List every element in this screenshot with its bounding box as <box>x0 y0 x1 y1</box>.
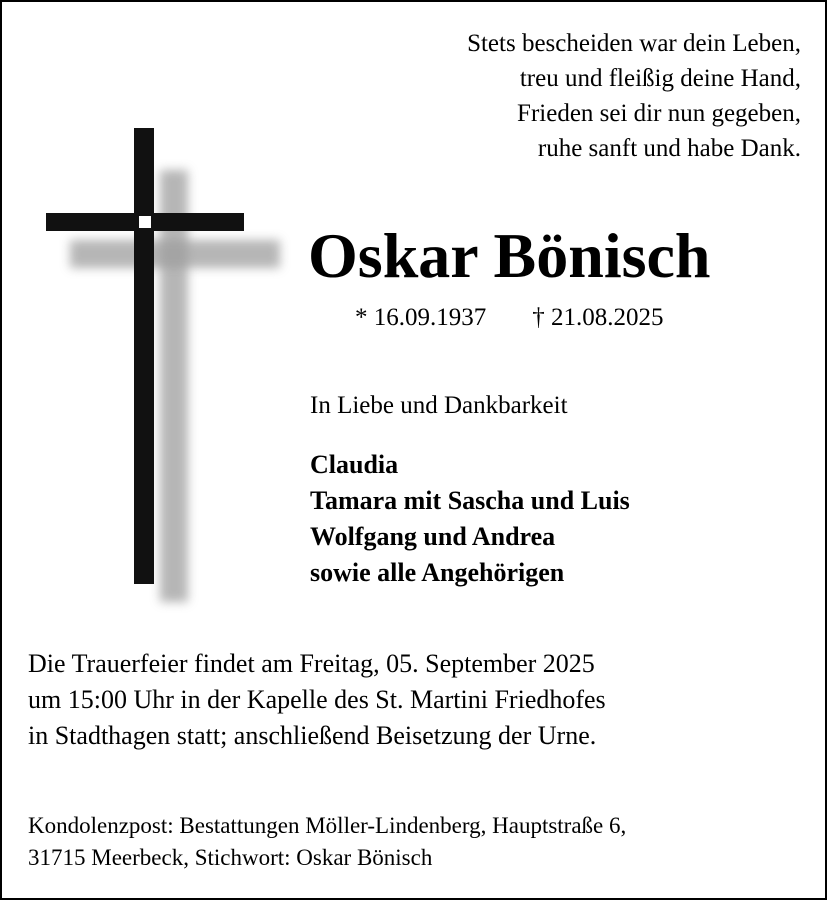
service-line: Die Trauerfeier findet am Freitag, 05. September 2025 <box>28 649 595 678</box>
service-line: in Stadthagen statt; anschließend Beisetzung der Urne. <box>28 721 597 750</box>
cross-shadow-horizontal <box>70 240 280 268</box>
service-line: um 15:00 Uhr in der Kapelle des St. Martini Friedhofes <box>28 685 606 714</box>
condolence-address <box>28 810 626 874</box>
poem-line: treu und fleißig deine Hand, <box>519 65 801 92</box>
mourner-name: Claudia <box>310 450 399 479</box>
poem-line: Frieden sei dir nun gegeben, <box>517 100 801 127</box>
mourner-name: Wolfgang und Andrea <box>310 522 556 551</box>
funeral-service-info <box>28 646 606 754</box>
birth-date: * 16.09.1937 <box>355 304 487 331</box>
cross-vertical-beam <box>134 128 154 584</box>
mourner-name: sowie alle Angehörigen <box>310 558 565 587</box>
memorial-poem <box>467 26 801 166</box>
deceased-name: Oskar Bönisch <box>308 220 711 291</box>
mourners-intro: In Liebe und Dankbarkeit <box>310 392 568 419</box>
poem-line: ruhe sanft und habe Dank. <box>537 135 801 162</box>
cross-center-highlight <box>139 216 151 228</box>
cross-shadow-vertical <box>160 170 188 602</box>
mourners-list <box>310 447 630 591</box>
mourner-name: Tamara mit Sascha und Luis <box>310 486 630 515</box>
condolence-line: Kondolenzpost: Bestattungen Möller-Lindenberg, Hauptstraße 6, <box>28 813 627 838</box>
condolence-line: 31715 Meerbeck, Stichwort: Oskar Bönisch <box>28 845 433 870</box>
life-dates <box>355 302 664 334</box>
poem-line: Stets bescheiden war dein Leben, <box>467 30 801 57</box>
death-date: † 21.08.2025 <box>532 304 664 331</box>
